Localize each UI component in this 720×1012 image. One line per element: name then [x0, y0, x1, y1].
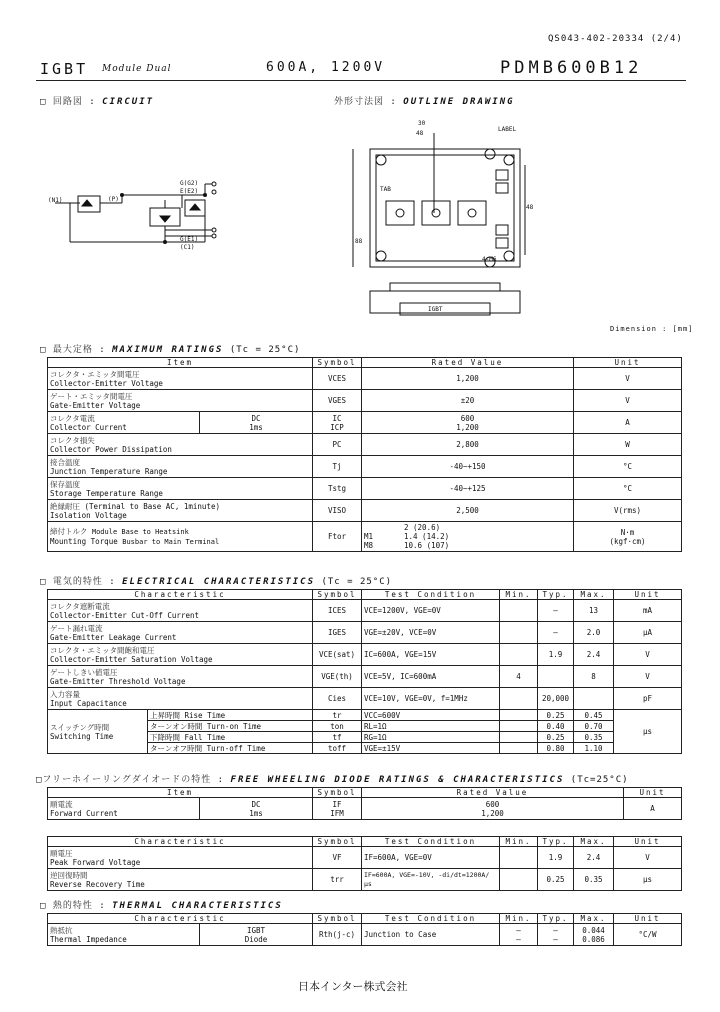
svg-text:48: 48 — [416, 130, 424, 137]
table-row: 順電流 Forward Current DC 1ms IF IFM 600 1,200 A — [48, 798, 682, 820]
module-label: Module Dual — [102, 64, 172, 74]
table-row: コレクタ・エミッタ間電圧 Collector-Emitter Voltage VCES 1,200 V — [48, 368, 682, 390]
table-row: 下降時間 Fall Time tf RG=1Ω 0.25 0.35 — [48, 732, 682, 743]
th-item: Item — [48, 358, 313, 368]
circuit-diagram — [40, 170, 240, 260]
label-n1: (N1) — [48, 197, 63, 204]
doc-code: QS043-402-20334 (2/4) — [548, 34, 683, 44]
table-row: 締付トルク Module Base to Heatsink Mounting Torque Busbar to Main Terminal Ftor 2 (20.6) M1 1.4 (14.2) M8 10.6 (107) N·m (kgf·cm) — [48, 522, 682, 552]
section-thermal: □ 熱的特性 : THERMAL CHARACTERISTICS — [40, 901, 283, 911]
table-row: ゲート・エミッタ間電圧 Gate-Emitter Voltage VGES ±20 V — [48, 390, 682, 412]
th-unit: Unit — [574, 358, 682, 368]
table-row: コレクタ・エミッタ間飽和電圧 Collector-Emitter Saturation Voltage VCE(sat) IC=600A, VGE=15V 1.9 2.4 V — [48, 644, 682, 666]
svg-text:LABEL: LABEL — [498, 126, 517, 133]
table-row: 保存温度 Storage Temperature Range Tstg -40~+125 °C — [48, 478, 682, 500]
label-p: (P) — [108, 196, 119, 203]
table-row: 逆回復時間 Reverse Recovery Time trr IF=600A, VGE=-10V, -di/dt=1200A/μs 0.25 0.35 μs — [48, 869, 682, 891]
svg-text:TAB: TAB — [380, 186, 391, 193]
svg-text:4-M6: 4-M6 — [482, 256, 497, 263]
thermal-table: Characteristic Symbol Test Condition Min. Typ. Max. Unit 熱抵抗 Thermal Impedance IGBT Diode Rth(j-c) Junction to Case — — — — 0.044 0.086 °C/W — [47, 913, 682, 946]
label-g2: G(G2) — [180, 180, 199, 187]
section-electrical: □ 電気的特性 : ELECTRICAL CHARACTERISTICS (Tc = 25°C) — [40, 577, 393, 587]
max-ratings-table — [47, 357, 682, 552]
table-row: ターンオン時間 Turn-on Time ton RL=1Ω 0.40 0.70 — [48, 721, 682, 732]
table-row: 接合温度 Junction Temperature Range Tj -40~+150 °C — [48, 456, 682, 478]
company-name: 日本インター株式会社 — [298, 980, 408, 993]
dimension-note: Dimension : [mm] — [610, 325, 694, 333]
table-row: コレクタ遮断電流 Collector-Emitter Cut-Off Current ICES VCE=1200V, VGE=0V — 13 mA — [48, 600, 682, 622]
table-row: コレクタ電流 Collector Current DC 1ms IC ICP 600 1,200 A — [48, 412, 682, 434]
device-rating: 600A, 1200V — [266, 60, 386, 75]
svg-text:48: 48 — [526, 204, 534, 211]
part-number: PDMB600B12 — [500, 58, 643, 78]
electrical-table: Characteristic Symbol Test Condition Min. Typ. Max. Unit コレクタ遮断電流 Collector-Emitter Cut-Off Current ICES VCE=1200V, VGE=0V — 13 mA ゲート漏れ電流 Gate-Emitter Leakage Current IGES VGE=±20V, VCE=0V — 2.0 μA コレクタ・エミッタ間飽和電圧 Collector-Emitter Saturation Voltage VCE(sat) IC=600A, VGE=15V 1.9 2.4 V ゲートしきい値電圧 Gate-Emitter Threshold Voltage VGE(th) VCE=5V, IC=600mA 4 8 V 入力容量 Input Capacitance Cies VCE=10V, VGE=0V, f=1MHz 20,000 pF スイッチング時間 Switching Time 上昇時間 Rise Time tr VCC=600V 0.25 0.45 μs ターンオン時間 Turn-on Time ton RL=1Ω 0.40 0.70 下降時間 Fall Time tf RG=1Ω 0.25 0.35 ターンオフ時間 Turn-off Time toff VGE=±15V 0.80 1.10 — [47, 589, 682, 754]
table-row: 絶縁耐圧 (Terminal to Base AC, 1minute) Isolation Voltage VISO 2,500 V(rms) — [48, 500, 682, 522]
svg-text:IGBT: IGBT — [428, 306, 443, 313]
th-symbol: Symbol — [313, 358, 362, 368]
device-type: IGBT — [40, 60, 89, 78]
header-rule — [36, 80, 686, 81]
table-row: コレクタ損失 Collector Power Dissipation PC 2,800 W — [48, 434, 682, 456]
label-e2: E(E2) — [180, 188, 199, 195]
table-row: 熱抵抗 Thermal Impedance IGBT Diode Rth(j-c) Junction to Case — — — — 0.044 0.086 °C/W — [48, 924, 682, 946]
table-row: 入力容量 Input Capacitance Cies VCE=10V, VGE=0V, f=1MHz 20,000 pF — [48, 688, 682, 710]
section-fwd: □フリーホイーリングダイオードの特性 : FREE WHEELING DIODE RATINGS & CHARACTERISTICS (Tc=25°C) — [36, 775, 629, 785]
table-row: ターンオフ時間 Turn-off Time toff VGE=±15V 0.80 1.10 — [48, 743, 682, 754]
th-rated: Rated Value — [362, 358, 574, 368]
fwd-chars-table: Characteristic Symbol Test Condition Min. Typ. Max. Unit 順電圧 Peak Forward Voltage VF IF=600A, VGE=0V 1.9 2.4 V 逆回復時間 Reverse Recovery Time trr IF=600A, VGE=-10V, -di/dt=1200A/μs 0.25 0.35 μs — [47, 836, 682, 891]
svg-text:88: 88 — [355, 238, 363, 245]
section-circuit: □ 回路図 : CIRCUIT — [40, 97, 155, 107]
outline-drawing — [350, 115, 550, 325]
table-row: ゲート漏れ電流 Gate-Emitter Leakage Current IGES VGE=±20V, VCE=0V — 2.0 μA — [48, 622, 682, 644]
table-row: 順電圧 Peak Forward Voltage VF IF=600A, VGE=0V 1.9 2.4 V — [48, 847, 682, 869]
label-e1: (C1) — [180, 244, 195, 251]
label-g1: G(E1) — [180, 236, 199, 243]
section-max-ratings: □ 最大定格 : MAXIMUM RATINGS (Tc = 25°C) — [40, 345, 301, 355]
fwd-ratings-table: Item Symbol Rated Value Unit 順電流 Forward Current DC 1ms IF IFM 600 1,200 A — [47, 787, 682, 820]
section-outline: 外形寸法図 : OUTLINE DRAWING — [334, 97, 515, 107]
table-row: スイッチング時間 Switching Time 上昇時間 Rise Time tr VCC=600V 0.25 0.45 μs — [48, 710, 682, 721]
svg-text:30: 30 — [418, 120, 426, 127]
table-row: ゲートしきい値電圧 Gate-Emitter Threshold Voltage VGE(th) VCE=5V, IC=600mA 4 8 V — [48, 666, 682, 688]
